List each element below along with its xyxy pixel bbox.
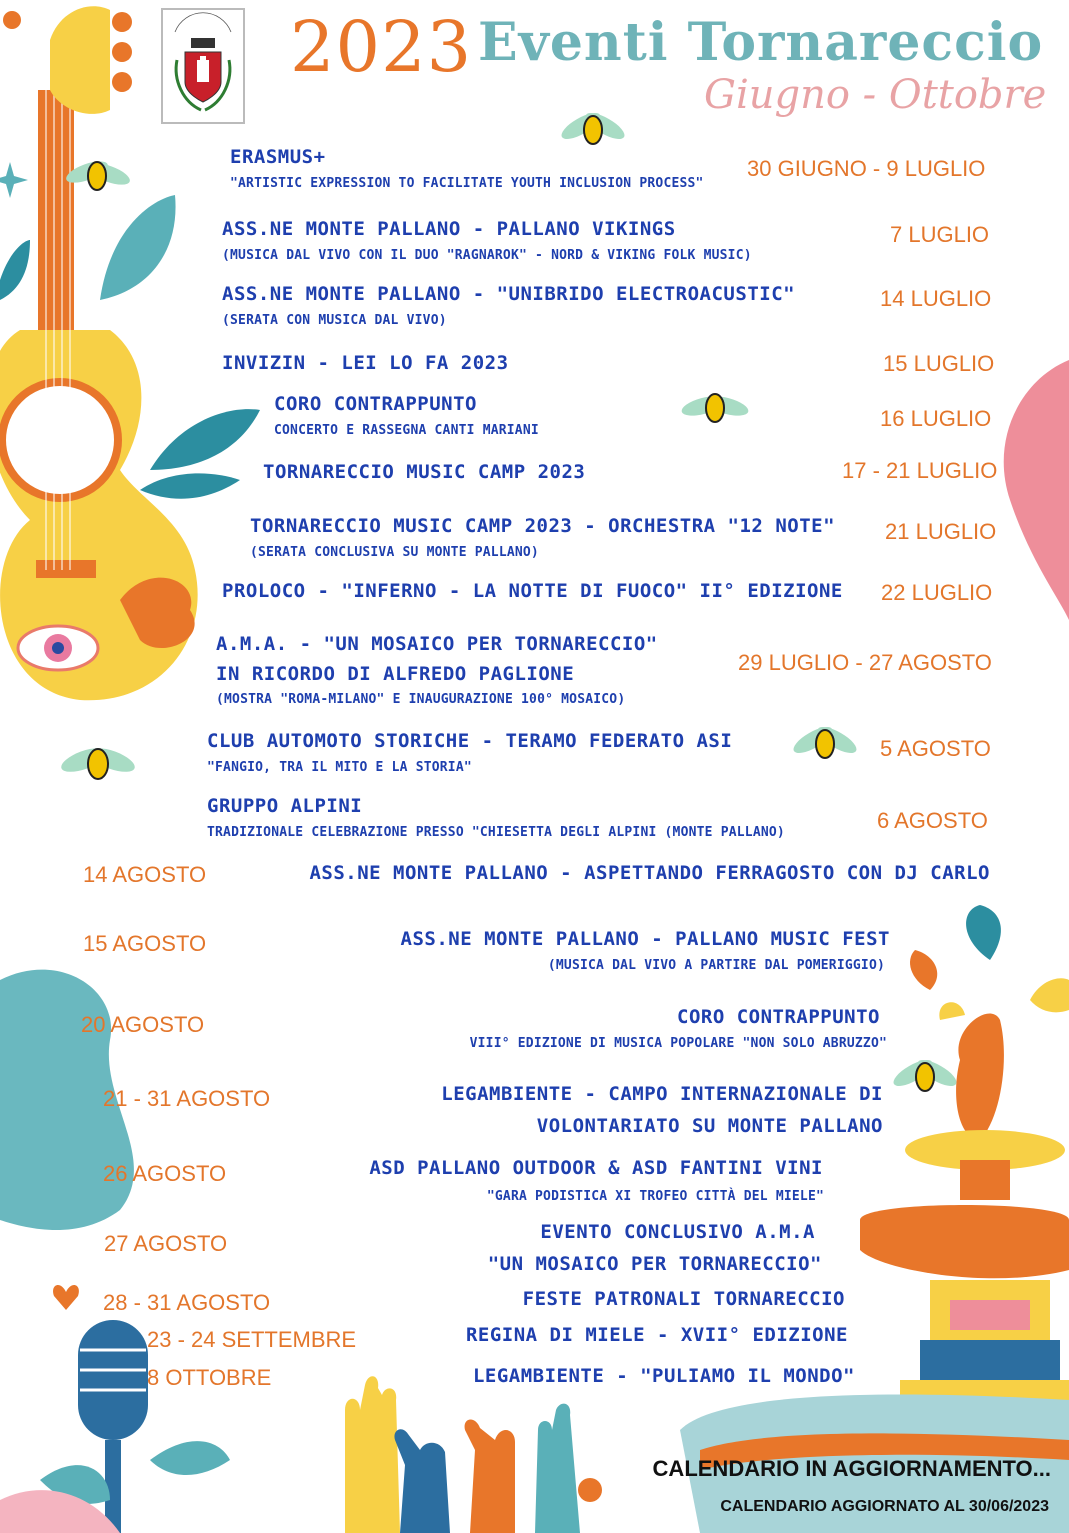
event-date: 30 GIUGNO - 9 LUGLIO <box>747 156 986 181</box>
event-date: 26 AGOSTO <box>103 1161 227 1186</box>
event-detail: (MUSICA DAL VIVO A PARTIRE DAL POMERIGGIO) <box>547 958 885 973</box>
event-title: REGINA DI MIELE - XVII° EDIZIONE <box>465 1324 848 1346</box>
event-date: 28 - 31 AGOSTO <box>103 1290 271 1315</box>
event-title: LEGAMBIENTE - "PULIAMO IL MONDO" <box>472 1365 855 1387</box>
event-title: PROLOCO - "INFERNO - LA NOTTE DI FUOCO" II° EDIZIONE <box>222 580 843 602</box>
event-date: 15 AGOSTO <box>83 931 207 956</box>
municipality-logo <box>161 8 245 124</box>
event-title: EVENTO CONCLUSIVO A.M.A <box>540 1221 815 1243</box>
event-title: ASS.NE MONTE PALLANO - PALLANO MUSIC FEST <box>400 928 890 950</box>
event-detail: (MUSICA DAL VIVO CON IL DUO "RAGNAROK" - NORD & VIKING FOLK MUSIC) <box>222 248 752 263</box>
event-title: TORNARECCIO MUSIC CAMP 2023 - ORCHESTRA "12 NOTE" <box>250 515 836 537</box>
event-detail: TRADIZIONALE CELEBRAZIONE PRESSO "CHIESETTA DEGLI ALPINI (MONTE PALLANO) <box>207 825 785 840</box>
event-title: ASS.NE MONTE PALLANO - ASPETTANDO FERRAGOSTO CON DJ CARLO <box>309 862 990 884</box>
event-title: FESTE PATRONALI TORNARECCIO <box>522 1288 845 1310</box>
event-date: 15 LUGLIO <box>883 351 995 376</box>
event-title: CLUB AUTOMOTO STORICHE - TERAMO FEDERATO ASI <box>207 730 733 752</box>
event-date: 20 AGOSTO <box>81 1012 205 1037</box>
event-detail: (MOSTRA "ROMA-MILANO" E INAUGURAZIONE 100° MOSAICO) <box>216 692 626 707</box>
event-date: 29 LUGLIO - 27 AGOSTO <box>738 650 992 675</box>
event-date: 5 AGOSTO <box>880 736 991 761</box>
event-date: 6 AGOSTO <box>877 808 988 833</box>
event-date: 14 AGOSTO <box>83 862 207 887</box>
calendar-updating-notice: CALENDARIO IN AGGIORNAMENTO... <box>652 1456 1051 1481</box>
event-title-line2: VOLONTARIATO SU MONTE PALLANO <box>536 1115 883 1137</box>
event-date: 7 LUGLIO <box>890 222 990 247</box>
event-title: A.M.A. - "UN MOSAICO PER TORNARECCIO" <box>216 633 658 655</box>
event-title-line2: "UN MOSAICO PER TORNARECCIO" <box>487 1253 822 1275</box>
event-title: CORO CONTRAPPUNTO <box>274 393 477 415</box>
event-title: TORNARECCIO MUSIC CAMP 2023 <box>263 461 586 483</box>
event-detail: (SERATA CONCLUSIVA SU MONTE PALLANO) <box>250 545 539 560</box>
event-title: ASS.NE MONTE PALLANO - "UNIBRIDO ELECTROACUSTIC" <box>222 283 796 305</box>
event-title: CORO CONTRAPPUNTO <box>677 1006 880 1028</box>
event-title-line2: IN RICORDO DI ALFREDO PAGLIONE <box>216 663 575 685</box>
hands-illustration <box>345 1376 602 1533</box>
event-detail: "ARTISTIC EXPRESSION TO FACILITATE YOUTH INCLUSION PROCESS" <box>230 176 704 191</box>
event-title: LEGAMBIENTE - CAMPO INTERNAZIONALE DI <box>441 1083 883 1105</box>
event-title: ERASMUS+ <box>230 146 326 168</box>
event-detail: "GARA PODISTICA XI TROFEO CITTÀ DEL MIELE" <box>486 1189 824 1204</box>
event-date: 14 LUGLIO <box>880 286 992 311</box>
header-year: 2023 <box>290 6 473 88</box>
event-date: 16 LUGLIO <box>880 406 992 431</box>
event-date: 21 LUGLIO <box>885 519 997 544</box>
page-title: Eventi Tornareccio <box>478 12 1044 73</box>
event-detail: VIII° EDIZIONE DI MUSICA POPOLARE "NON SOLO ABRUZZO" <box>469 1036 887 1051</box>
calendar-updated-date: CALENDARIO AGGIORNATO AL 30/06/2023 <box>720 1498 1049 1515</box>
event-detail: "FANGIO, TRA IL MITO E LA STORIA" <box>207 760 472 775</box>
fountain-illustration <box>680 905 1069 1533</box>
event-date: 23 - 24 SETTEMBRE <box>147 1327 357 1352</box>
event-date: 8 OTTOBRE <box>147 1365 272 1390</box>
event-date: 21 - 31 AGOSTO <box>103 1086 271 1111</box>
page-subtitle: Giugno - Ottobre <box>704 72 1047 118</box>
coat-of-arms-icon <box>163 10 243 122</box>
sparkle-icon <box>0 162 28 198</box>
microphone-illustration <box>0 1285 230 1533</box>
event-detail: CONCERTO E RASSEGNA CANTI MARIANI <box>274 423 539 438</box>
event-detail: (SERATA CON MUSICA DAL VIVO) <box>222 313 447 328</box>
event-title: GRUPPO ALPINI <box>207 795 363 817</box>
event-date: 22 LUGLIO <box>881 580 993 605</box>
event-date: 17 - 21 LUGLIO <box>842 458 998 483</box>
event-date: 27 AGOSTO <box>104 1231 228 1256</box>
pink-blob-right <box>1004 360 1069 620</box>
event-title: ASS.NE MONTE PALLANO - PALLANO VIKINGS <box>222 218 676 240</box>
event-title: INVIZIN - LEI LO FA 2023 <box>222 352 509 374</box>
event-title: ASD PALLANO OUTDOOR & ASD FANTINI VINI <box>369 1157 823 1179</box>
